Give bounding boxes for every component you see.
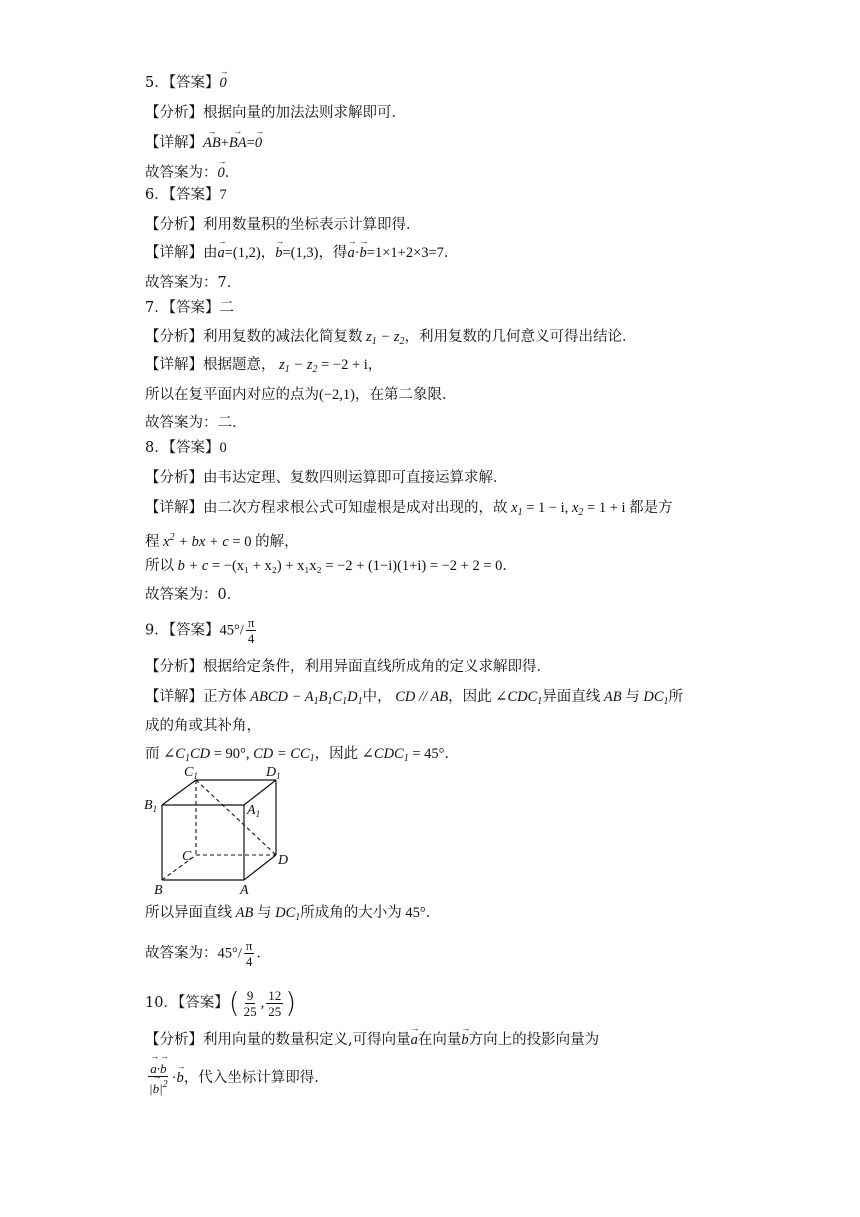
label-d1: $D_1$ (266, 765, 281, 781)
vector-ab: → AB (203, 133, 221, 153)
vector-a: → a (218, 243, 225, 263)
analysis-text: 利用数量积的坐标表示计算即得． (203, 217, 421, 233)
analysis-text: 根据向量的加法法则求解即可． (203, 105, 406, 121)
label-c: C (182, 849, 192, 864)
answer-x: $\frac{9}{25}$ (243, 987, 257, 1019)
edge-b1c1 (162, 780, 196, 805)
analysis-tag: 【分析】 (145, 470, 203, 486)
vieta-computation: = −(x₁ + x₂) + x₁x₂ = −2 + (1−i)(1+i) = −2 + 2 = 0 (211, 558, 503, 574)
q8-answer-line (145, 438, 227, 458)
analysis-text: 根据给定条件，利用异面直线所成角的定义求解即得． (203, 659, 551, 675)
edge-a1d1 (244, 780, 276, 805)
q8-conclusion-line (145, 585, 241, 605)
question-number: 6． (145, 187, 169, 203)
difference-result: = −2 + i (321, 357, 368, 373)
q6-answer-line (145, 185, 227, 205)
cube-diagram (140, 762, 300, 897)
label-a1: $A_1$ (247, 803, 261, 819)
vector-ba: → BA (229, 133, 247, 153)
answer-degrees: 45° (219, 622, 240, 639)
q7-detail-line: 【详解】根据题意， $z_1 - z_2 = -2 + i$， (145, 357, 383, 375)
detail-tag: 【详解】 (145, 689, 203, 705)
zero-vector: → 0 (219, 73, 226, 93)
q5-answer-line (145, 73, 227, 93)
q9-analysis-line (145, 657, 551, 677)
answer-y: $\frac{12}{25}$ (268, 987, 282, 1019)
analysis-tag: 【分析】 (145, 217, 203, 233)
analysis-tag: 【分析】 (145, 105, 203, 121)
label-d: D (278, 853, 289, 868)
analysis-tag: 【分析】 (145, 659, 203, 675)
answer-tag: 【答案】 (168, 75, 220, 91)
detail-tag: 【详解】 (145, 245, 203, 261)
question-number: 5． (145, 75, 169, 91)
q8-equation-line: 程 $x^2$ + bx + c = 0 的解， (145, 532, 299, 550)
q7-conclusion-line (145, 413, 247, 433)
q8-detail-line: 【详解】由二次方程求根公式可知虚根是成对出现的，故 $x_1 = 1 - i$, $x_2 = 1 + i$ 都是方 (145, 500, 673, 518)
q8-sum-line: 所以 b + c = −(x₁ + x₂) + x₁x₂ = −2 + (1−i)(1+i) = −2 + 2 = 0． (145, 558, 517, 574)
q7-analysis-line: 【分析】利用复数的减法化简复数 $z_1 - z_2$，利用复数的几何意义可得出结论． (145, 329, 637, 347)
question-number: 9． (145, 622, 169, 639)
q8-analysis-line (145, 468, 508, 488)
conclusion-text: 故答案为：二． (145, 415, 247, 431)
dot-product-result: =1×1+2×3=7 (366, 245, 444, 261)
q10-analysis-line: 【分析】利用向量的数量积定义,可得向量→ a在向量→ b方向上的投影向量为 (145, 1030, 599, 1050)
q6-conclusion-line (145, 273, 241, 293)
answer-tag: 【答案】 (177, 995, 229, 1011)
answer-value: 7 (219, 187, 227, 203)
complex-point: (−2,1) (319, 387, 355, 403)
zero-vector: → 0 (218, 163, 225, 183)
answer-tag: 【答案】 (168, 300, 220, 316)
q5-analysis-line (145, 103, 406, 123)
label-a: A (240, 883, 249, 897)
q10-formula-line: → $\frac{a\cdot\to b}{|\to b|^2}$ ·→ b，代入坐标计算即得． (145, 1058, 329, 1098)
conclusion-text: 故答案为：0． (145, 587, 242, 603)
q5-conclusion-line: 故答案为：→ 0． (145, 163, 239, 183)
label-b: B (154, 883, 163, 897)
edge-ad (244, 855, 276, 880)
answer-tag: 【答案】 (168, 622, 220, 639)
q9-answer-line: 9．【答案】45°/ $\frac{\pi}{4}$ (145, 615, 255, 646)
detail-tag: 【详解】 (145, 135, 203, 151)
answer-tag: 【答案】 (168, 440, 220, 456)
answer-tag: 【答案】 (168, 187, 220, 203)
conclusion-text: 故答案为： (145, 165, 218, 181)
q9-detail-line: 【详解】正方体 ABCD − $A_1B_1C_1D_1$中， CD // AB，因此 $\angle CDC_1$异面直线 AB 与 $DC_1$所 (145, 689, 684, 707)
label-c1: $C_1$ (184, 765, 198, 781)
q6-analysis-line (145, 215, 421, 235)
zero-vector: → 0 (255, 133, 262, 153)
diagonal-c1d (196, 780, 276, 855)
answer-value: 0 (219, 440, 227, 456)
vector-b: → b (275, 243, 282, 263)
q10-answer-line: 10．【答案】( $\frac{9}{25}$ , $\frac{12}{25}$ ) (145, 986, 297, 1019)
label-b1: $B_1$ (144, 798, 158, 814)
answer-radians: $\frac{\pi}{4}$ (247, 615, 255, 646)
question-number: 7． (145, 300, 169, 316)
question-number: 8． (145, 440, 169, 456)
analysis-tag: 【分析】 (145, 1032, 203, 1048)
q6-detail-line: 【详解】由→ a=(1,2)，→ b=(1,3)，得→ a·→ b=1×1+2×3=7． (145, 243, 458, 263)
analysis-tag: 【分析】 (145, 329, 203, 345)
projection-formula: → $\frac{a\cdot\to b}{|\to b|^2}$ (147, 1061, 170, 1096)
q9-after-line: 所以异面直线 AB 与 $DC_1$所成角的大小为 45°． (145, 905, 441, 923)
detail-tag: 【详解】 (145, 357, 203, 373)
q9-angle-line: 成的角或其补角， (145, 718, 261, 734)
conclusion-text: 故答案为： (145, 945, 218, 962)
conclusion-text: 故答案为：7． (145, 275, 242, 291)
q7-point-line: 所以在复平面内对应的点为(−2,1)，在第二象限． (145, 387, 457, 403)
q9-computation-line: 而 $\angle C_1CD = 90^\circ$, CD = $CC_1$，因此 $\angle CDC_1 = 45^\circ$． (145, 746, 459, 764)
q7-answer-line (145, 298, 234, 318)
question-number: 10． (145, 995, 178, 1011)
q5-detail-line: 【详解】→ AB+→ BA=→ 0 (145, 133, 262, 153)
q9-conclusion-line: 故答案为：45°/ $\frac{\pi}{4}$ ． (145, 938, 271, 969)
analysis-text: 由韦达定理、复数四则运算即可直接运算求解． (203, 470, 508, 486)
detail-tag: 【详解】 (145, 500, 203, 516)
answer-value: 二 (219, 300, 234, 316)
